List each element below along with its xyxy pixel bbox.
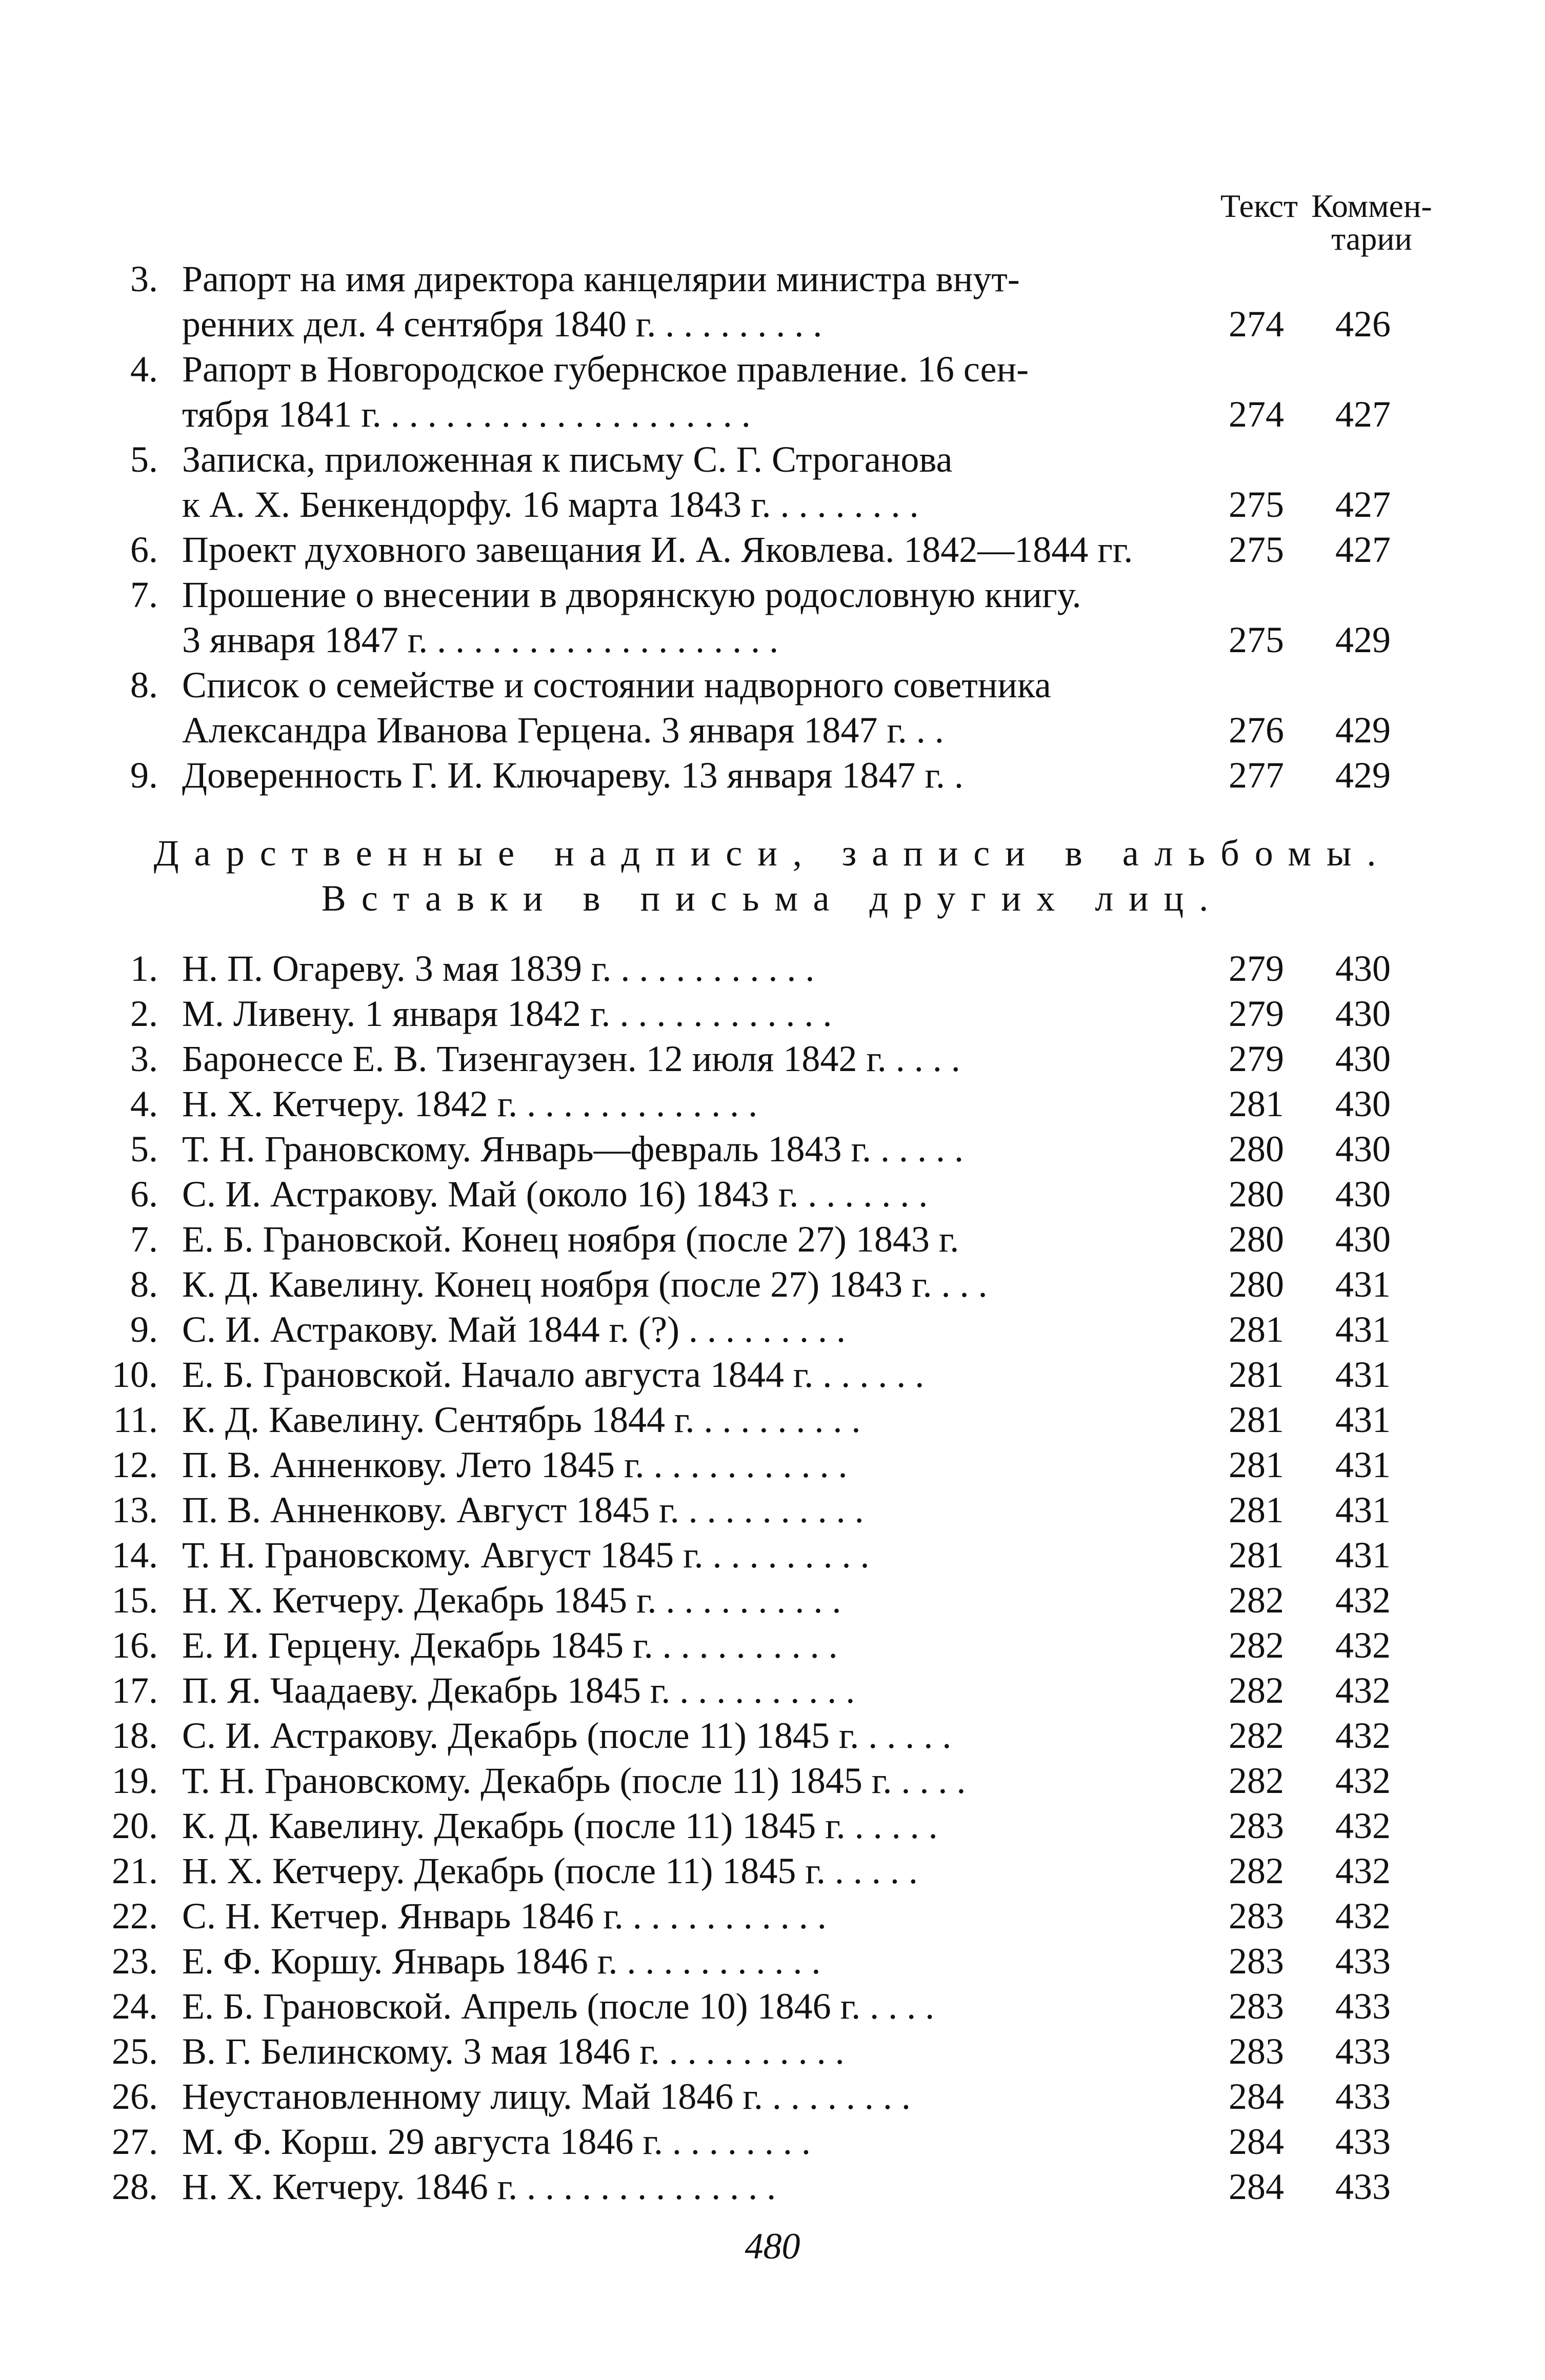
text-page: 280 bbox=[1229, 1128, 1284, 1169]
item-number: 6. bbox=[130, 1174, 158, 1215]
text-page: 275 bbox=[1229, 619, 1284, 660]
item-number: 17. bbox=[112, 1670, 158, 1711]
section-heading-line-2: Вставки в письма других лиц. bbox=[321, 878, 1224, 919]
text-page: 281 bbox=[1229, 1489, 1284, 1530]
item-number: 2. bbox=[130, 993, 158, 1034]
list-item bbox=[0, 1487, 1545, 1532]
text-page: 282 bbox=[1229, 1760, 1284, 1801]
item-number: 8. bbox=[130, 1264, 158, 1305]
text-page: 282 bbox=[1229, 1580, 1284, 1621]
text-page: 280 bbox=[1229, 1264, 1284, 1305]
list-item bbox=[0, 2164, 1545, 2209]
item-title: К. Д. Кавелину. Конец ноября (после 27) 1843 г. . . . bbox=[182, 1264, 988, 1305]
item-number: 11. bbox=[113, 1399, 158, 1440]
text-page: 281 bbox=[1229, 1354, 1284, 1395]
section-heading-line-1: Дарственные надписи, записи в альбомы. bbox=[153, 833, 1392, 874]
list-item bbox=[0, 1442, 1545, 1487]
list-item bbox=[0, 1262, 1545, 1307]
text-page: 282 bbox=[1229, 1850, 1284, 1891]
item-title: Прошение о внесении в дворянскую родословную книгу. bbox=[182, 574, 1081, 615]
text-page: 281 bbox=[1229, 1083, 1284, 1124]
text-page: 275 bbox=[1229, 529, 1284, 570]
list-item bbox=[0, 1623, 1545, 1668]
comment-page: 430 bbox=[1335, 948, 1391, 989]
list-item bbox=[0, 1848, 1545, 1893]
item-number: 4. bbox=[130, 1083, 158, 1124]
item-title: Н. П. Огареву. 3 мая 1839 г. . . . . . . . . . . . bbox=[182, 948, 815, 989]
list-item bbox=[0, 437, 1545, 482]
item-title: Н. Х. Кетчеру. 1846 г. . . . . . . . . . . . . . . bbox=[182, 2166, 776, 2207]
item-title: В. Г. Белинскому. 3 мая 1846 г. . . . . . . . . . . bbox=[182, 2031, 845, 2072]
comment-page: 429 bbox=[1335, 755, 1391, 796]
text-page: 283 bbox=[1229, 1941, 1284, 1982]
list-item-continuation bbox=[0, 617, 1545, 662]
list-item bbox=[0, 753, 1545, 798]
item-number: 5. bbox=[130, 1128, 158, 1169]
list-item bbox=[0, 662, 1545, 708]
comment-page: 431 bbox=[1335, 1399, 1391, 1440]
item-number: 18. bbox=[112, 1715, 158, 1756]
item-title: Т. Н. Грановскому. Август 1845 г. . . . . . . . . . bbox=[182, 1535, 870, 1576]
item-title: Доверенность Г. И. Ключареву. 13 января 1847 г. . bbox=[182, 755, 964, 796]
item-title: Е. Ф. Коршу. Январь 1846 г. . . . . . . . . . . . bbox=[182, 1941, 821, 1982]
list-item bbox=[0, 1352, 1545, 1397]
list-item bbox=[0, 256, 1545, 301]
list-item bbox=[0, 1081, 1545, 1126]
item-number: 9. bbox=[130, 755, 158, 796]
item-title: Н. Х. Кетчеру. Декабрь 1845 г. . . . . . . . . . . bbox=[182, 1580, 841, 1621]
item-number: 16. bbox=[112, 1625, 158, 1666]
item-number: 10. bbox=[112, 1354, 158, 1395]
comment-page: 431 bbox=[1335, 1489, 1391, 1530]
comment-page: 429 bbox=[1335, 619, 1391, 660]
list-item bbox=[0, 2074, 1545, 2119]
item-title: Баронессе Е. В. Тизенгаузен. 12 июля 1842 г. . . . . bbox=[182, 1038, 960, 1079]
list-item bbox=[0, 1126, 1545, 1172]
comment-page: 430 bbox=[1335, 1174, 1391, 1215]
item-number: 14. bbox=[112, 1535, 158, 1576]
item-title: П. Я. Чаадаеву. Декабрь 1845 г. . . . . . . . . . . bbox=[182, 1670, 855, 1711]
item-number: 19. bbox=[112, 1760, 158, 1801]
text-page: 282 bbox=[1229, 1715, 1284, 1756]
comment-page: 433 bbox=[1335, 2076, 1391, 2117]
item-number: 7. bbox=[130, 574, 158, 615]
item-number: 15. bbox=[112, 1580, 158, 1621]
item-number: 24. bbox=[112, 1986, 158, 2027]
item-title: К. Д. Кавелину. Сентябрь 1844 г. . . . . . . . . . bbox=[182, 1399, 861, 1440]
item-title-continuation: 3 января 1847 г. . . . . . . . . . . . . . . . . . . . bbox=[182, 619, 779, 660]
list-item bbox=[0, 1532, 1545, 1578]
list-item bbox=[0, 1668, 1545, 1713]
text-page: 281 bbox=[1229, 1535, 1284, 1576]
list-item bbox=[0, 946, 1545, 991]
item-title: Е. Б. Грановской. Конец ноября (после 27) 1843 г. bbox=[182, 1219, 959, 1260]
comment-page: 431 bbox=[1335, 1309, 1391, 1350]
comment-page: 427 bbox=[1335, 529, 1391, 570]
list-item bbox=[0, 1307, 1545, 1352]
comment-page: 433 bbox=[1335, 1941, 1391, 1982]
text-page: 283 bbox=[1229, 1986, 1284, 2027]
item-number: 23. bbox=[112, 1941, 158, 1982]
list-item-continuation bbox=[0, 482, 1545, 527]
comment-page: 430 bbox=[1335, 1083, 1391, 1124]
item-number: 21. bbox=[112, 1850, 158, 1891]
text-page: 283 bbox=[1229, 2031, 1284, 2072]
text-page: 279 bbox=[1229, 993, 1284, 1034]
list-item bbox=[0, 572, 1545, 617]
item-title: М. Ливену. 1 января 1842 г. . . . . . . . . . . . . bbox=[182, 993, 832, 1034]
text-page: 274 bbox=[1229, 304, 1284, 345]
item-title: Т. Н. Грановскому. Декабрь (после 11) 1845 г. . . . . bbox=[182, 1760, 966, 1801]
item-title: Рапорт в Новгородское губернское правление. 16 сен- bbox=[182, 349, 1029, 390]
list-item bbox=[0, 1984, 1545, 2029]
comment-page: 432 bbox=[1335, 1625, 1391, 1666]
item-title-continuation: Александра Иванова Герцена. 3 января 1847 г. . . bbox=[182, 710, 944, 751]
item-title: Е. Б. Грановской. Апрель (после 10) 1846 г. . . . . bbox=[182, 1986, 935, 2027]
item-number: 22. bbox=[112, 1895, 158, 1937]
comment-page: 430 bbox=[1335, 1219, 1391, 1260]
list-item bbox=[0, 991, 1545, 1036]
item-title: Н. Х. Кетчеру. Декабрь (после 11) 1845 г. . . . . . bbox=[182, 1850, 918, 1891]
item-number: 12. bbox=[112, 1444, 158, 1485]
comment-page: 433 bbox=[1335, 2121, 1391, 2162]
item-title: Т. Н. Грановскому. Январь—февраль 1843 г. . . . . . bbox=[182, 1128, 964, 1169]
comment-page: 430 bbox=[1335, 1038, 1391, 1079]
comment-page: 432 bbox=[1335, 1580, 1391, 1621]
item-title: Е. Б. Грановской. Начало августа 1844 г. . . . . . . bbox=[182, 1354, 925, 1395]
text-page: 274 bbox=[1229, 394, 1284, 435]
text-page: 283 bbox=[1229, 1805, 1284, 1846]
comment-page: 429 bbox=[1335, 710, 1391, 751]
item-title: М. Ф. Корш. 29 августа 1846 г. . . . . . . . . bbox=[182, 2121, 811, 2162]
item-number: 6. bbox=[130, 529, 158, 570]
comment-page: 432 bbox=[1335, 1760, 1391, 1801]
item-number: 5. bbox=[130, 439, 158, 480]
item-number: 20. bbox=[112, 1805, 158, 1846]
text-page: 279 bbox=[1229, 948, 1284, 989]
item-title: К. Д. Кавелину. Декабрь (после 11) 1845 г. . . . . . bbox=[182, 1805, 938, 1846]
list-item bbox=[0, 2119, 1545, 2164]
text-page: 281 bbox=[1229, 1399, 1284, 1440]
second-section-list bbox=[0, 946, 1545, 2209]
item-number: 27. bbox=[112, 2121, 158, 2162]
item-number: 3. bbox=[130, 1038, 158, 1079]
comment-page: 431 bbox=[1335, 1354, 1391, 1395]
comment-page: 430 bbox=[1335, 1128, 1391, 1169]
list-item-continuation bbox=[0, 708, 1545, 753]
comment-page: 431 bbox=[1335, 1535, 1391, 1576]
text-page: 284 bbox=[1229, 2076, 1284, 2117]
text-page: 284 bbox=[1229, 2166, 1284, 2207]
item-title: С. И. Астракову. Декабрь (после 11) 1845 г. . . . . . bbox=[182, 1715, 952, 1756]
text-page: 277 bbox=[1229, 755, 1284, 796]
item-title: Список о семействе и состоянии надворного советника bbox=[182, 664, 1051, 705]
comment-page: 427 bbox=[1335, 394, 1391, 435]
list-item bbox=[0, 347, 1545, 392]
item-title: Н. Х. Кетчеру. 1842 г. . . . . . . . . . . . . . bbox=[182, 1083, 758, 1124]
item-title: Неустановленному лицу. Май 1846 г. . . . . . . . . bbox=[182, 2076, 911, 2117]
comment-page: 432 bbox=[1335, 1715, 1391, 1756]
item-title: П. В. Анненкову. Лето 1845 г. . . . . . . . . . . . bbox=[182, 1444, 848, 1485]
list-item-continuation bbox=[0, 392, 1545, 437]
item-title: С. И. Астракову. Май 1844 г. (?) . . . . . . . . . bbox=[182, 1309, 846, 1350]
item-number: 4. bbox=[130, 349, 158, 390]
column-header-comments: Коммен-тарии bbox=[1311, 188, 1432, 257]
list-item bbox=[0, 1397, 1545, 1442]
comment-page: 430 bbox=[1335, 993, 1391, 1034]
comment-page: 433 bbox=[1335, 1986, 1391, 2027]
item-title-continuation: ренних дел. 4 сентября 1840 г. . . . . . . . . . bbox=[182, 304, 822, 345]
item-title: Е. И. Герцену. Декабрь 1845 г. . . . . . . . . . . bbox=[182, 1625, 838, 1666]
text-page: 282 bbox=[1229, 1670, 1284, 1711]
text-page: 283 bbox=[1229, 1895, 1284, 1937]
list-item bbox=[0, 527, 1545, 572]
list-item bbox=[0, 1217, 1545, 1262]
list-item bbox=[0, 1893, 1545, 1939]
text-page: 281 bbox=[1229, 1309, 1284, 1350]
list-item bbox=[0, 1803, 1545, 1848]
text-page: 282 bbox=[1229, 1625, 1284, 1666]
comment-page: 427 bbox=[1335, 484, 1391, 525]
item-title: С. И. Астракову. Май (около 16) 1843 г. . . . . . . . bbox=[182, 1174, 928, 1215]
list-item bbox=[0, 1036, 1545, 1081]
item-number: 13. bbox=[112, 1489, 158, 1530]
comment-page: 433 bbox=[1335, 2031, 1391, 2072]
list-item bbox=[0, 1713, 1545, 1758]
comment-page: 426 bbox=[1335, 304, 1391, 345]
page-number: 480 bbox=[745, 2226, 800, 2267]
item-number: 9. bbox=[130, 1309, 158, 1350]
item-number: 8. bbox=[130, 664, 158, 705]
list-item bbox=[0, 1578, 1545, 1623]
list-item bbox=[0, 1939, 1545, 1984]
list-item bbox=[0, 2029, 1545, 2074]
text-page: 280 bbox=[1229, 1174, 1284, 1215]
item-title-continuation: тября 1841 г. . . . . . . . . . . . . . . . . . . . . bbox=[182, 394, 751, 435]
item-title: П. В. Анненкову. Август 1845 г. . . . . . . . . . . bbox=[182, 1489, 864, 1530]
comment-page: 432 bbox=[1335, 1805, 1391, 1846]
item-title: С. Н. Кетчер. Январь 1846 г. . . . . . . . . . . . bbox=[182, 1895, 827, 1937]
comment-page: 432 bbox=[1335, 1895, 1391, 1937]
comment-page: 432 bbox=[1335, 1670, 1391, 1711]
first-section-list bbox=[0, 256, 1545, 798]
list-item-continuation bbox=[0, 301, 1545, 347]
item-number: 26. bbox=[112, 2076, 158, 2117]
item-number: 28. bbox=[112, 2166, 158, 2207]
text-page: 284 bbox=[1229, 2121, 1284, 2162]
item-title-continuation: к А. Х. Бенкендорфу. 16 марта 1843 г. . . . . . . . . bbox=[182, 484, 919, 525]
text-page: 281 bbox=[1229, 1444, 1284, 1485]
column-header-text: Текст bbox=[1220, 188, 1298, 224]
item-title: Рапорт на имя директора канцелярии министра внут- bbox=[182, 258, 1020, 299]
item-title: Записка, приложенная к письму С. Г. Строганова bbox=[182, 439, 953, 480]
text-page: 275 bbox=[1229, 484, 1284, 525]
item-number: 1. bbox=[130, 948, 158, 989]
item-number: 25. bbox=[112, 2031, 158, 2072]
list-item bbox=[0, 1758, 1545, 1803]
comment-page: 432 bbox=[1335, 1850, 1391, 1891]
list-item bbox=[0, 1172, 1545, 1217]
item-title: Проект духовного завещания И. А. Яковлева. 1842—1844 гг. bbox=[182, 529, 1133, 570]
text-page: 280 bbox=[1229, 1219, 1284, 1260]
comment-page: 431 bbox=[1335, 1444, 1391, 1485]
comment-page: 431 bbox=[1335, 1264, 1391, 1305]
item-number: 7. bbox=[130, 1219, 158, 1260]
text-page: 276 bbox=[1229, 710, 1284, 751]
item-number: 3. bbox=[130, 258, 158, 299]
comment-page: 433 bbox=[1335, 2166, 1391, 2207]
text-page: 279 bbox=[1229, 1038, 1284, 1079]
